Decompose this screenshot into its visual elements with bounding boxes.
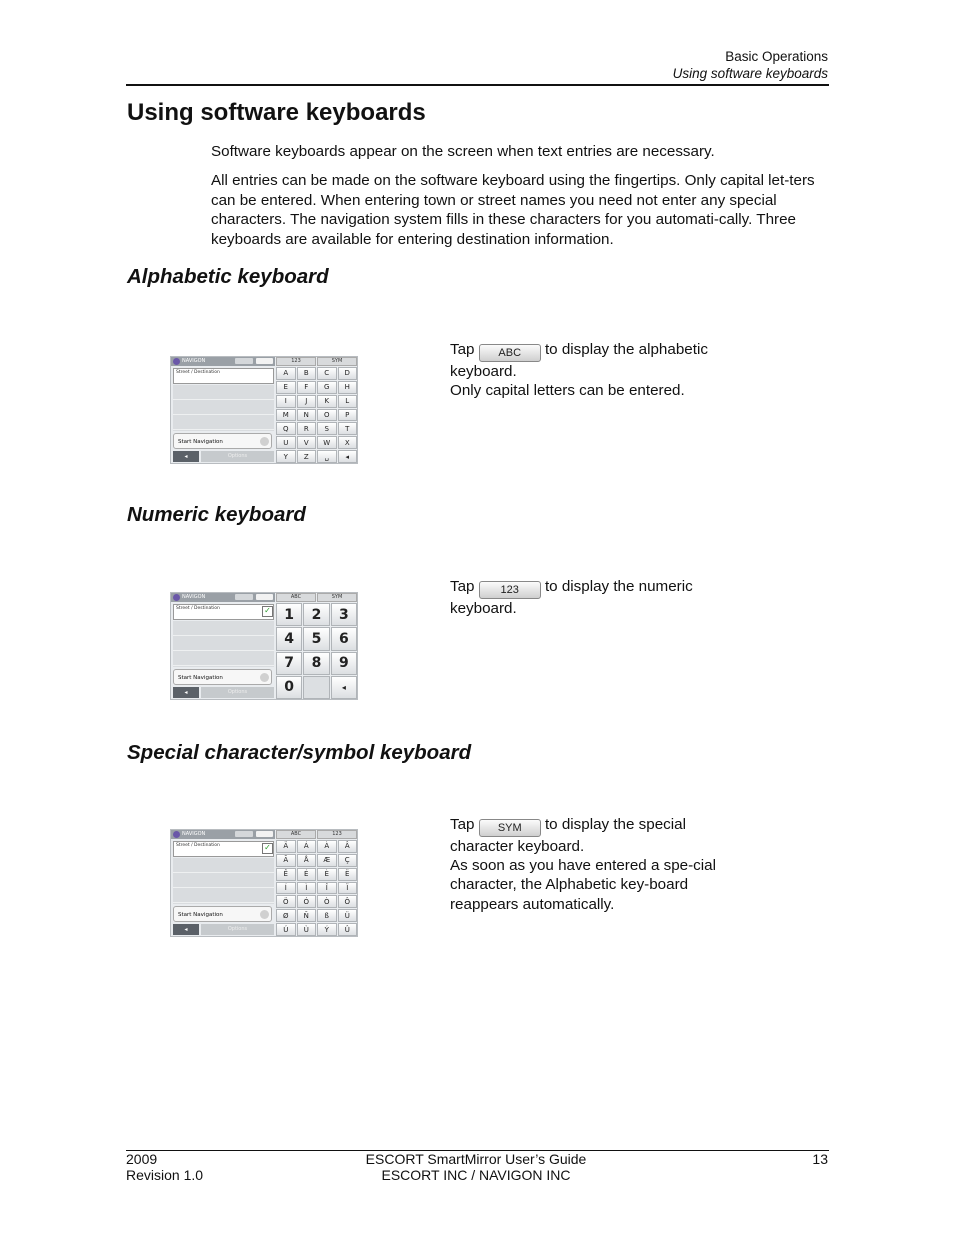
key: 5 <box>303 627 329 650</box>
key: 6 <box>331 627 357 650</box>
device-title-button <box>235 594 253 600</box>
tap-label: Tap <box>450 816 475 833</box>
footer-guide-title: ESCORT SmartMirror User’s Guide <box>365 1151 587 1167</box>
device-title: NAVIGON <box>182 358 206 364</box>
device-title: NAVIGON <box>182 831 206 837</box>
device-title: NAVIGON <box>182 594 206 600</box>
destination-field: Street / Destination <box>173 368 274 384</box>
key: Ö <box>276 895 296 908</box>
destination-field: Street / Destination <box>173 841 274 857</box>
device-title-button <box>256 358 273 364</box>
key: N <box>297 409 317 422</box>
result-list <box>173 858 274 904</box>
key: Á <box>297 840 317 853</box>
section-heading-alphabetic: Alphabetic keyboard <box>127 265 329 288</box>
running-header-section: Using software keyboards <box>672 66 828 81</box>
section-heading-numeric: Numeric keyboard <box>127 503 306 526</box>
numeric-keyboard-screenshot <box>170 592 358 700</box>
alphabetic-note: Only capital letters can be entered. <box>450 382 685 400</box>
key: Ë <box>338 868 358 881</box>
intro-paragraph-1: Software keyboards appear on the screen when text entries are necessary. <box>211 143 715 160</box>
alphabetic-keypad <box>276 367 357 463</box>
key: 3 <box>331 603 357 626</box>
key: Ñ <box>297 909 317 922</box>
key: À <box>317 840 337 853</box>
key: Ú <box>276 923 296 936</box>
key: D <box>338 367 358 380</box>
footer-company: ESCORT INC / NAVIGON INC <box>381 1167 571 1183</box>
key: Ù <box>297 923 317 936</box>
blank-key <box>303 676 329 699</box>
key: Í <box>276 882 296 895</box>
key: Ä <box>276 840 296 853</box>
options-button: Options <box>201 451 274 462</box>
key: Å <box>297 854 317 867</box>
key: Â <box>338 840 358 853</box>
tap-label: Tap <box>450 341 475 358</box>
key: I <box>276 395 296 408</box>
result-list <box>173 621 274 667</box>
navigon-logo-icon <box>173 358 180 365</box>
keyboard-tab: SYM <box>317 357 357 366</box>
arrow-right-icon <box>260 910 269 919</box>
device-title-bar <box>171 357 275 366</box>
special-note: As soon as you have entered a spe-cial character, the Alphabetic key-board reappears automatically. <box>450 857 716 913</box>
key: W <box>317 436 337 449</box>
start-navigation-label: Start Navigation <box>178 439 223 445</box>
key: J <box>297 395 317 408</box>
key: H <box>338 381 358 394</box>
page-number: 13 <box>812 1151 828 1167</box>
key: 2 <box>303 603 329 626</box>
start-navigation-button <box>173 433 272 449</box>
alphabetic-instruction: to display the alphabetic keyboard. <box>450 341 708 380</box>
key: Z <box>297 450 317 463</box>
sym-button: SYM <box>479 819 541 837</box>
key: P <box>338 409 358 422</box>
keyboard-tab: 123 <box>276 357 316 366</box>
keyboard-tabs <box>276 830 357 839</box>
back-arrow-icon: ◂ <box>173 451 199 462</box>
start-navigation-label: Start Navigation <box>178 912 223 918</box>
options-button: Options <box>201 924 274 935</box>
key: G <box>317 381 337 394</box>
key: Ø <box>276 909 296 922</box>
key: Î <box>317 882 337 895</box>
key: M <box>276 409 296 422</box>
page-title: Using software keyboards <box>127 99 426 126</box>
key: 7 <box>276 652 302 675</box>
arrow-right-icon <box>260 437 269 446</box>
result-list <box>173 385 274 431</box>
arrow-right-icon <box>260 673 269 682</box>
keyboard-tabs <box>276 593 357 602</box>
key: 0 <box>276 676 302 699</box>
key: U <box>276 436 296 449</box>
back-arrow-icon: ◂ <box>173 924 199 935</box>
special-keyboard-screenshot <box>170 829 358 937</box>
intro-paragraph-2: All entries can be made on the software keyboard using the fingertips. Only capital let-ters can be entered. When entering town or street names you need not enter any special characters. The navigation system fills in these characters for you automati-cally. Three keyboards are available for entering destination information. <box>211 172 815 248</box>
device-title-bar <box>171 593 275 602</box>
device-title-button <box>235 831 253 837</box>
key: Ü <box>338 909 358 922</box>
key: Ô <box>338 895 358 908</box>
key: F <box>297 381 317 394</box>
key: Ê <box>276 868 296 881</box>
backspace-key: ◂ <box>338 450 358 463</box>
start-navigation-button <box>173 906 272 922</box>
key: B <box>297 367 317 380</box>
options-button: Options <box>201 687 274 698</box>
keyboard-tabs <box>276 357 357 366</box>
alphabetic-keyboard-screenshot <box>170 356 358 464</box>
header-rule <box>126 84 829 86</box>
key: Ì <box>297 882 317 895</box>
start-navigation-label: Start Navigation <box>178 675 223 681</box>
key: Ï <box>338 882 358 895</box>
key: 8 <box>303 652 329 675</box>
key: Ç <box>338 854 358 867</box>
keyboard-tab: SYM <box>317 593 357 602</box>
footer-year: 2009 <box>126 1151 158 1167</box>
footer-revision: Revision 1.0 <box>126 1167 204 1183</box>
special-instruction: to display the special character keyboard. <box>450 816 686 855</box>
abc-button: ABC <box>479 344 541 362</box>
key: K <box>317 395 337 408</box>
keyboard-tab: ABC <box>276 593 316 602</box>
key: L <box>338 395 358 408</box>
keyboard-tab: ABC <box>276 830 316 839</box>
key: 1 <box>276 603 302 626</box>
backspace-key: ◂ <box>331 676 357 699</box>
key: V <box>297 436 317 449</box>
tap-label: Tap <box>450 578 475 595</box>
running-header-chapter: Basic Operations <box>725 49 828 64</box>
space-key: ␣ <box>317 450 337 463</box>
key: C <box>317 367 337 380</box>
key: Y <box>276 450 296 463</box>
key: A <box>276 367 296 380</box>
back-arrow-icon: ◂ <box>173 687 199 698</box>
key: Ó <box>297 895 317 908</box>
key: T <box>338 422 358 435</box>
key: O <box>317 409 337 422</box>
numeric-instruction: to display the numeric keyboard. <box>450 578 693 617</box>
key: È <box>317 868 337 881</box>
key: Ý <box>317 923 337 936</box>
numeric-keypad <box>276 603 357 699</box>
navigon-logo-icon <box>173 594 180 601</box>
key: E <box>276 381 296 394</box>
key: Ò <box>317 895 337 908</box>
123-button: 123 <box>479 581 541 599</box>
key: X <box>338 436 358 449</box>
start-navigation-button <box>173 669 272 685</box>
key: 4 <box>276 627 302 650</box>
keyboard-tab: 123 <box>317 830 357 839</box>
checkmark-icon: ✓ <box>262 606 273 617</box>
key: É <box>297 868 317 881</box>
numeric-description <box>450 577 725 618</box>
key: Q <box>276 422 296 435</box>
alphabetic-description <box>450 340 725 400</box>
checkmark-icon: ✓ <box>262 843 273 854</box>
key: R <box>297 422 317 435</box>
key: Æ <box>317 854 337 867</box>
device-title-button <box>235 358 253 364</box>
key: 9 <box>331 652 357 675</box>
destination-field: Street / Destination <box>173 604 274 620</box>
special-description <box>450 815 725 914</box>
navigon-logo-icon <box>173 831 180 838</box>
special-keypad <box>276 840 357 936</box>
key: Û <box>338 923 358 936</box>
device-title-bar <box>171 830 275 839</box>
device-title-button <box>256 831 273 837</box>
key: Ã <box>276 854 296 867</box>
key: S <box>317 422 337 435</box>
section-heading-special: Special character/symbol keyboard <box>127 741 472 764</box>
device-title-button <box>256 594 273 600</box>
key: ß <box>317 909 337 922</box>
